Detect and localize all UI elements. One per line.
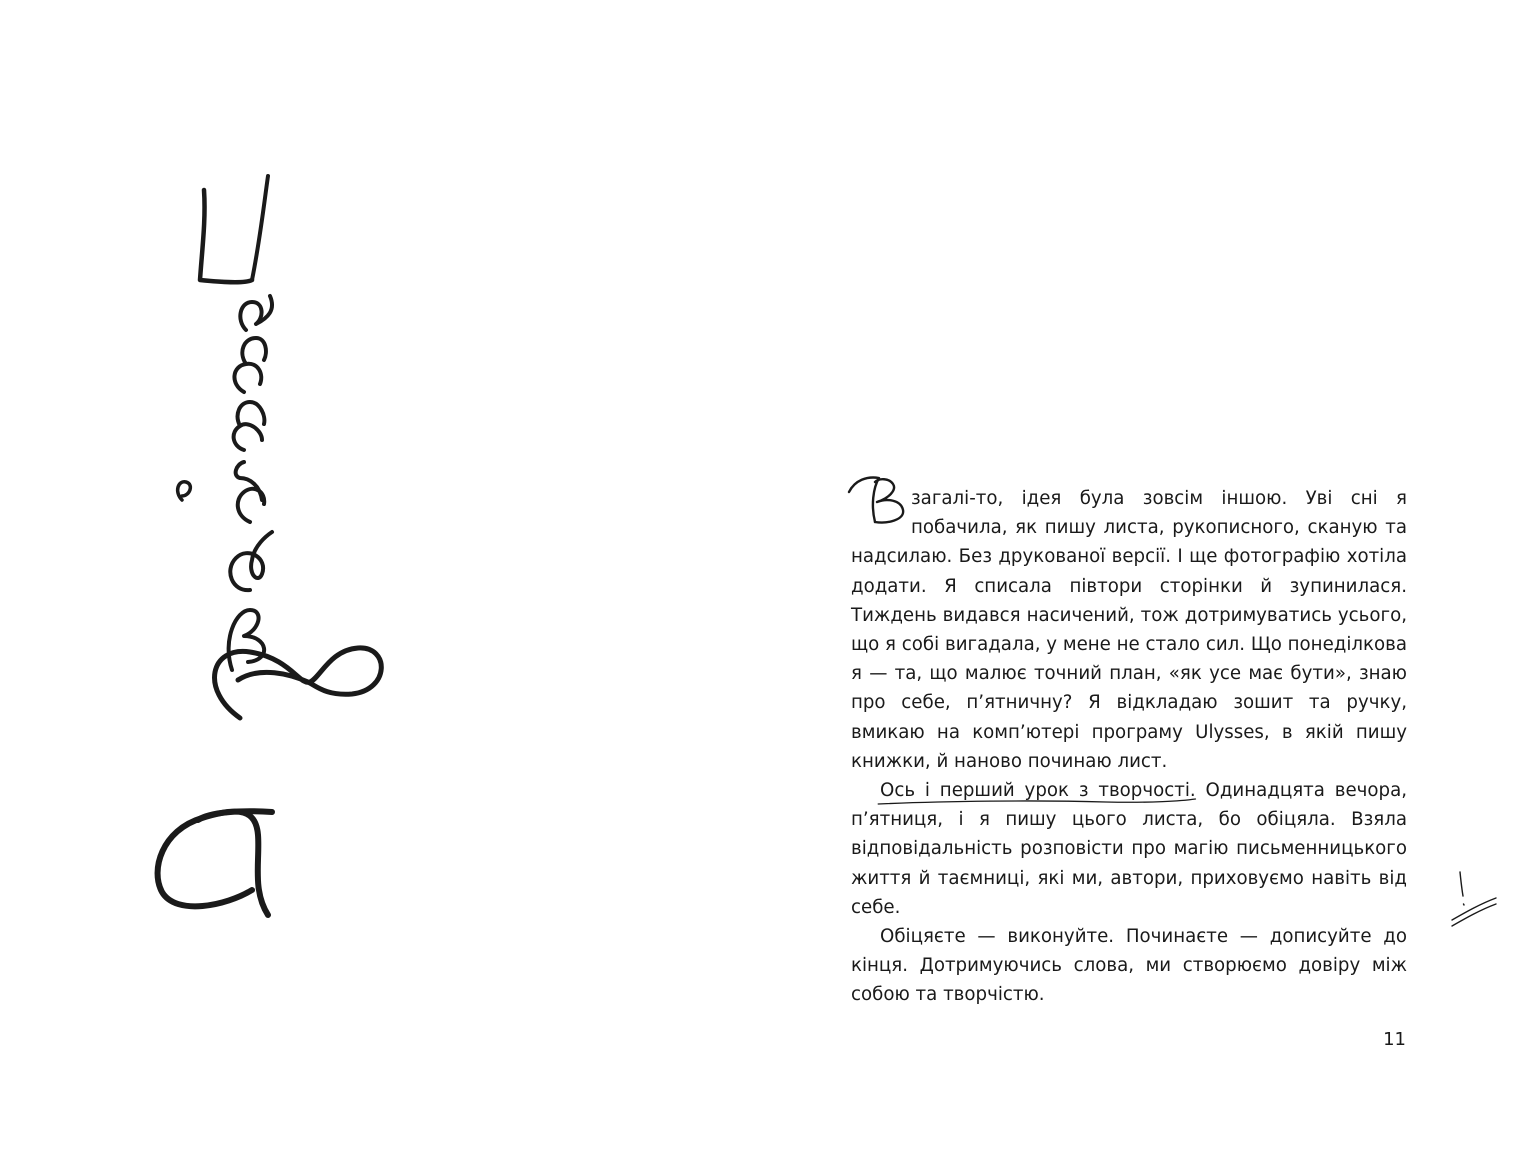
page-number: 11: [1383, 1029, 1406, 1050]
drop-cap: [845, 470, 909, 526]
exclamation-strokes-icon: [1448, 868, 1500, 930]
paragraph-3: Обіцяєте — виконуйте. Починаєте — дописуйте до кінця. Дотримуючись слова, ми створюємо довіру між собою та творчістю.: [851, 926, 1407, 1006]
drop-cap-glyph: [845, 470, 909, 530]
body-text: [851, 484, 1407, 1010]
underlined-phrase: [880, 780, 1196, 801]
paragraph-2: [851, 776, 1407, 922]
paragraph-2-text: Одинадцята вечора, п’ятниця, і я пишу цього листа, бо обіцяла. Взяла відповідальність розповісти про магію письменницького життя й таємниці, які ми, автори, приховуємо навіть від себе.: [851, 780, 1408, 918]
margin-exclamation-mark: [1448, 868, 1500, 930]
underlined-phrase-text: Ось і перший урок з творчості.: [880, 780, 1196, 802]
handwritten-title-art: [140, 170, 400, 940]
paragraph-1: [851, 484, 1407, 776]
paragraph-1-text: загалі-то, ідея була зовсім іншою. Уві сні я побачила, як пишу листа, рукописного, сканую та надсилаю. Без друкованої версії. І ще фотографію хотіла додати. Я списала півтори сторінки й зупинилася. Тиждень видався насичений, тож дотримуватись усього, що я собі вигадала, у мене не стало сил. Що понеділкова я — та, що малює точний план, «як усе має бути», знаю про себе, п’ятничну? Я відкладаю зошит та ручку, вмикаю на комп’ютері програму Ulysses, в якій пишу книжки, й наново починаю лист.: [851, 488, 1407, 772]
handwritten-title-signature: [140, 170, 400, 940]
